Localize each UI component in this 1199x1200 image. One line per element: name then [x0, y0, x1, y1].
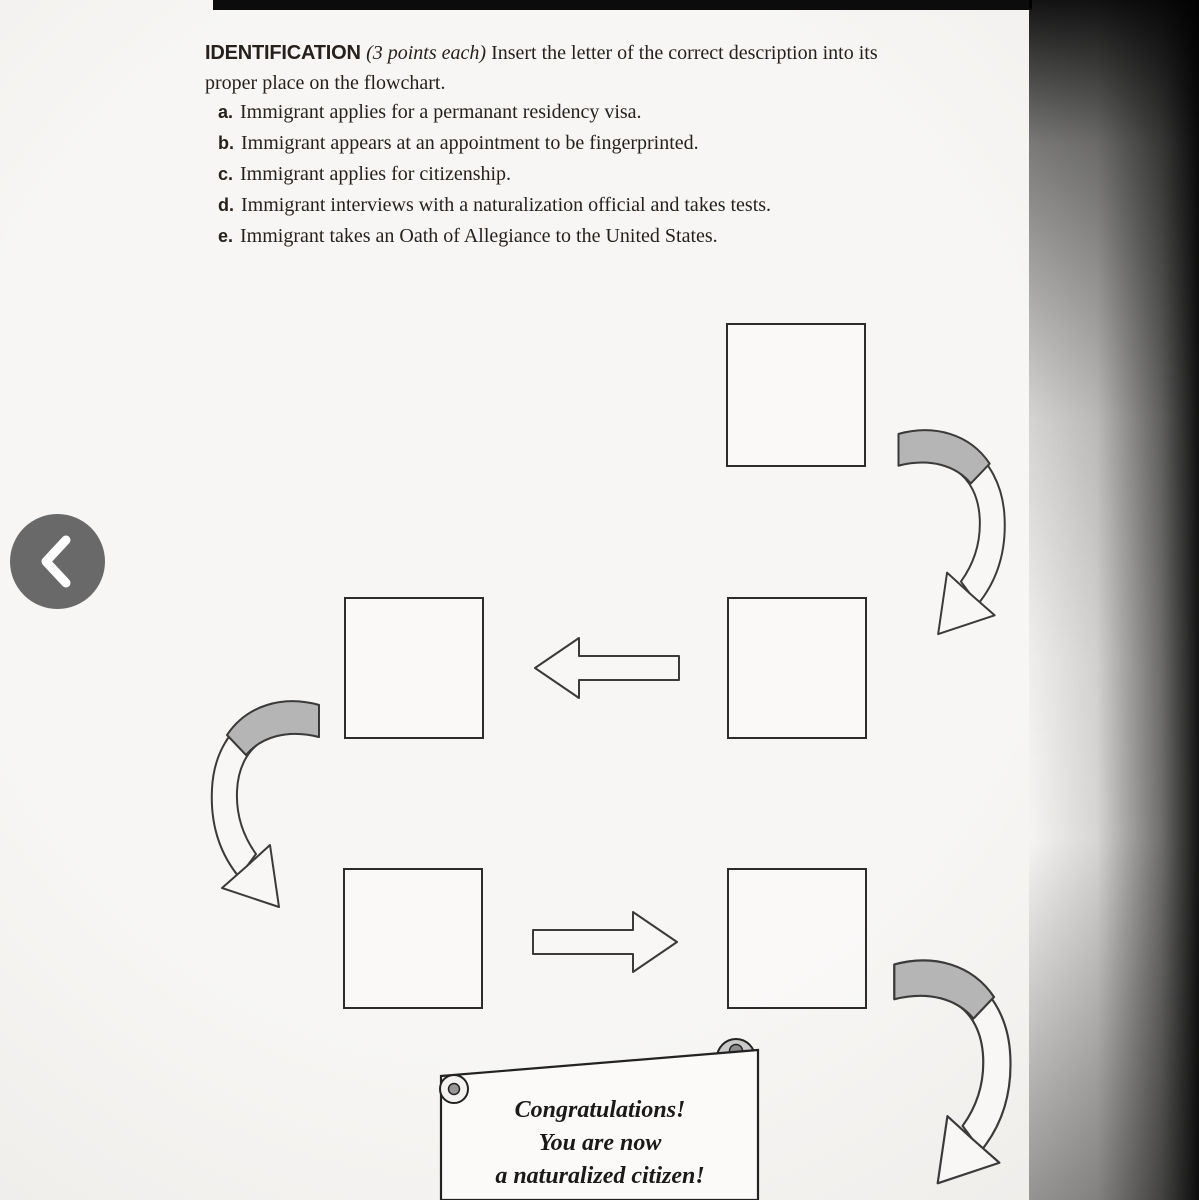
block-arrow-right	[531, 909, 679, 975]
options-list	[218, 97, 1118, 252]
curved-arrow-down-left	[203, 696, 323, 918]
option-text: Immigrant applies for citizenship.	[240, 163, 512, 185]
option-letter: a.	[218, 102, 234, 122]
points-note: (3 points each)	[366, 42, 487, 64]
flowchart-box-3	[344, 597, 484, 739]
option-text: Immigrant interviews with a naturalization official and takes tests.	[241, 194, 772, 216]
option-item	[218, 128, 1118, 159]
option-text: Immigrant takes an Oath of Allegiance to the United States.	[240, 225, 718, 247]
flowchart-box-5	[727, 868, 867, 1009]
prev-button[interactable]	[10, 514, 105, 609]
flowchart-box-1	[726, 323, 866, 467]
chevron-left-icon	[10, 514, 105, 609]
flowchart-box-4	[343, 868, 483, 1009]
scroll-banner-text	[440, 1094, 760, 1193]
curved-arrow-down-right-upper	[893, 426, 1015, 644]
instructions-line-2: proper place on the flowchart.	[205, 72, 446, 94]
block-arrow-left	[533, 635, 681, 701]
option-letter: c.	[218, 164, 234, 184]
scroll-line-3: a naturalized citizen!	[495, 1163, 705, 1189]
option-letter: d.	[218, 195, 234, 215]
option-text: Immigrant appears at an appointment to be fingerprinted.	[241, 132, 699, 154]
scroll-line-1: Congratulations!	[514, 1097, 686, 1123]
flowchart-box-2	[727, 597, 867, 739]
option-letter: e.	[218, 226, 234, 246]
instructions-line-1: Insert the letter of the correct description into its	[491, 42, 878, 64]
option-letter: b.	[218, 133, 234, 153]
option-item	[218, 159, 1118, 190]
page-top-edge	[213, 0, 1032, 10]
scroll-line-2: You are now	[538, 1130, 662, 1156]
option-text: Immigrant applies for a permanant residency visa.	[240, 101, 642, 123]
curved-arrow-down-right-lower	[890, 955, 1020, 1195]
section-heading	[205, 38, 995, 98]
option-item	[218, 190, 1118, 221]
option-item	[218, 97, 1118, 128]
option-item	[218, 221, 1118, 252]
section-title: IDENTIFICATION	[205, 42, 361, 64]
